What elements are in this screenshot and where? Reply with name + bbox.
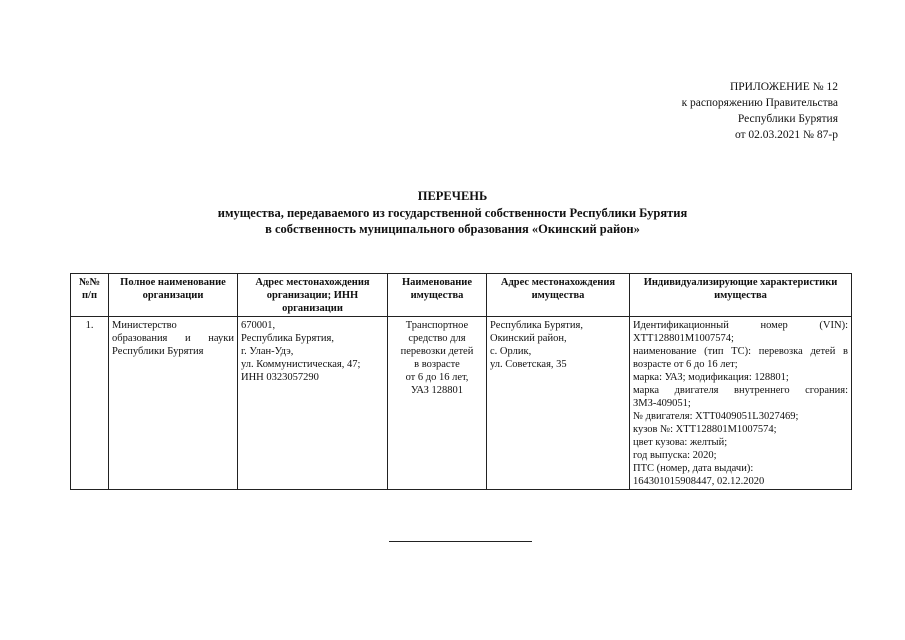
char-color: цвет кузова: желтый; (633, 437, 728, 448)
property-address-line: с. Орлик, (490, 346, 532, 357)
property-name-line: средство для (408, 333, 466, 344)
org-inn: ИНН 0323057290 (241, 372, 319, 383)
char-pts-value: 164301015908447, 02.12.2020 (633, 476, 765, 487)
cell-characteristics (630, 317, 852, 490)
property-table (70, 273, 852, 490)
property-address-line: ул. Советская, 35 (490, 359, 567, 370)
document-subtitle-line2: в собственность муниципального образования «Окинский район» (265, 222, 640, 236)
property-name-line: УАЗ 128801 (410, 385, 464, 396)
header-property-name: Наименование имущества (388, 274, 487, 317)
char-pts-label: ПТС (номер, дата выдачи): (633, 463, 754, 474)
char-type: наименование (тип ТС): перевозка детей в возрасте от 6 до 16 лет; (633, 346, 848, 370)
table-header-row (71, 274, 852, 317)
table-row (71, 317, 852, 490)
cell-property-name (388, 317, 487, 490)
appendix-title: ПРИЛОЖЕНИЕ № 12 (729, 81, 838, 93)
property-name-line: перевозки детей (400, 346, 474, 357)
footer-divider (389, 541, 532, 542)
document-title: ПЕРЕЧЕНЬ (417, 189, 488, 203)
appendix-block (578, 79, 838, 143)
appendix-date: от 02.03.2021 № 87-р (734, 129, 838, 141)
header-org-name: Полное наименование организации (109, 274, 238, 317)
cell-num: 1. (71, 317, 109, 490)
org-address-line: Республика Бурятия, (241, 333, 334, 344)
cell-org-address (238, 317, 388, 490)
property-address-line: Окинский район, (490, 333, 567, 344)
header-characteristics: Индивидуализирующие характеристики имущества (630, 274, 852, 317)
char-vin: Идентификационный номер (VIN): ХТТ128801М1007574; (633, 320, 848, 344)
header-org-address: Адрес местонахождения организации; ИНН организации (238, 274, 388, 317)
org-address-line: г. Улан-Удэ, (241, 346, 294, 357)
char-year: год выпуска: 2020; (633, 450, 717, 461)
document-subtitle-line1: имущества, передаваемого из государственной собственности Республики Бурятия (217, 205, 688, 220)
property-address-line: Республика Бурятия, (490, 320, 583, 331)
appendix-government: Республики Бурятия (737, 113, 838, 125)
property-name-line: в возрасте (414, 359, 460, 370)
cell-property-address (487, 317, 630, 490)
org-address-line: ул. Коммунистическая, 47; (241, 359, 361, 370)
char-body-no: кузов №: ХТТ128801М1007574; (633, 424, 777, 435)
cell-org-name: Министерство образования и науки Республики Бурятия (109, 317, 238, 490)
document-heading (0, 188, 905, 238)
property-name-line: от 6 до 16 лет, (405, 372, 469, 383)
header-property-address: Адрес местонахождения имущества (487, 274, 630, 317)
header-num: №№ п/п (71, 274, 109, 317)
appendix-ref: к распоряжению Правительства (681, 97, 838, 109)
org-address-line: 670001, (241, 320, 276, 331)
char-engine-model: марка двигателя внутреннего сгорания: ЗМЗ-409051; (633, 385, 848, 409)
char-brand: марка: УАЗ; модификация: 128801; (633, 372, 789, 383)
property-name-line: Транспортное (405, 320, 469, 331)
char-engine-no: № двигателя: ХТТ0409051L3027469; (633, 411, 799, 422)
